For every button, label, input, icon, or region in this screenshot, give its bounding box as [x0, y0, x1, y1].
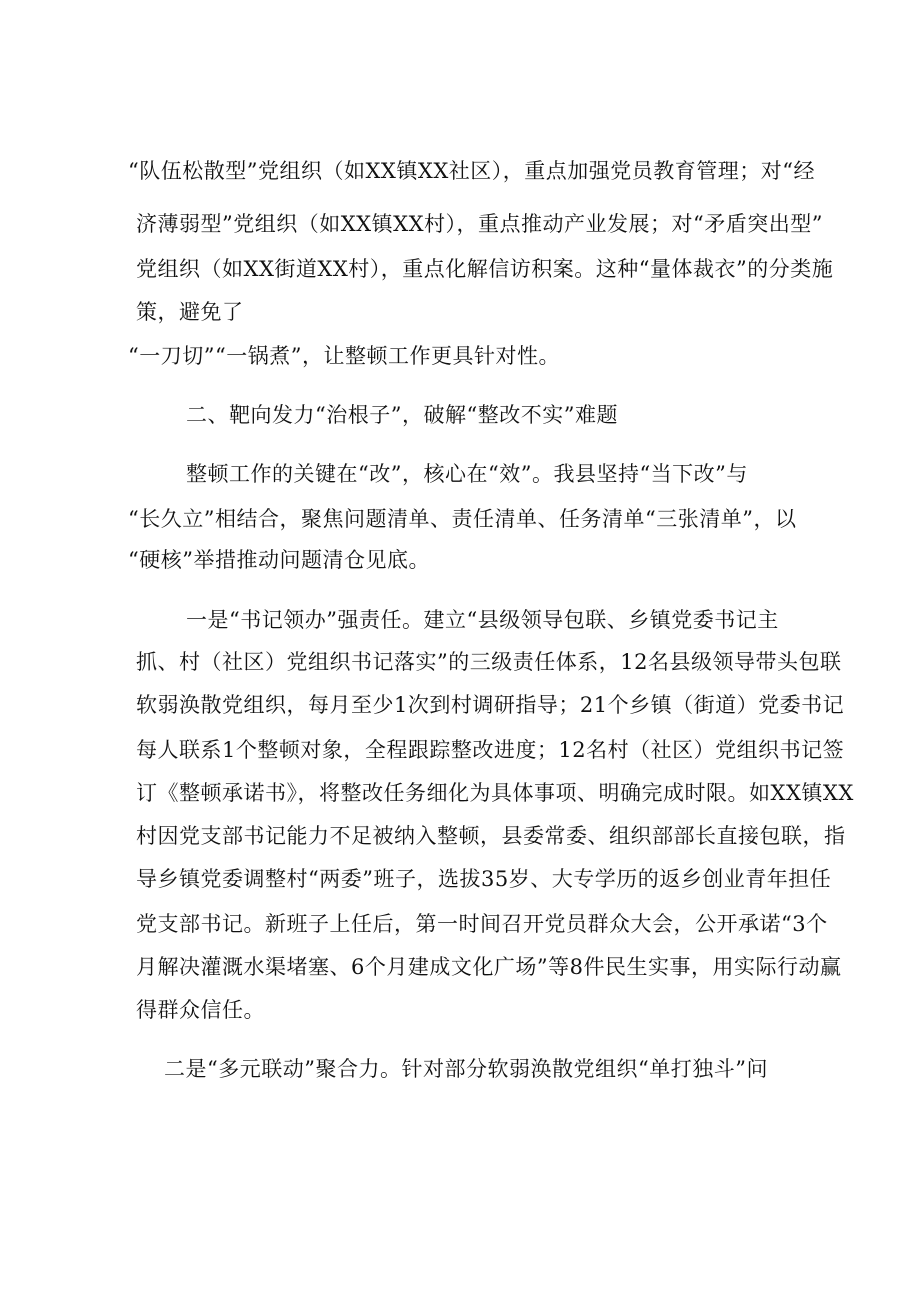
paragraph-3-line-1: 整顿工作的关键在“改”，核心在“效”。我县坚持“当下改”与 [186, 462, 748, 486]
paragraph-4-line-10: 得群众信任。 [136, 998, 265, 1022]
paragraph-4-line-4: 每人联系1个整顿对象，全程跟踪整改进度；12名村（社区）党组织书记签 [136, 738, 845, 762]
paragraph-1-line-1: “队伍松散型”党组织（如XX镇XX社区），重点加强党员教育管理；对“经 [128, 159, 816, 183]
paragraph-3-line-3: “硬核”举措推动问题清仓见底。 [128, 548, 430, 572]
paragraph-4-line-9: 月解决灌溉水渠堵塞、6个月建成文化广场”等8件民生实事，用实际行动赢 [136, 955, 842, 979]
paragraph-5-line-1: 二是“多元联动”聚合力。针对部分软弱涣散党组织“单打独斗”问 [164, 1057, 768, 1081]
paragraph-4-line-6: 村因党支部书记能力不足被纳入整顿，县委常委、组织部部长直接包联，指 [136, 824, 846, 848]
paragraph-4-line-2: 抓、村（社区）党组织书记落实”的三级责任体系，12名县级领导带头包联 [136, 650, 842, 674]
paragraph-1-line-4: 策，避免了 [136, 300, 244, 324]
paragraph-4-line-5: 订《整顿承诺书》，将整改任务细化为具体事项、明确完成时限。如XX镇XX [136, 781, 854, 805]
section-heading-2: 二、靶向发力“治根子”，破解“整改不实”难题 [186, 403, 618, 427]
paragraph-4-line-3: 软弱涣散党组织，每月至少1次到村调研指导；21个乡镇（街道）党委书记 [136, 693, 845, 717]
paragraph-4-line-7: 导乡镇党委调整村“两委”班子，选拔35岁、大专学历的返乡创业青年担任 [136, 867, 832, 891]
paragraph-1-line-2: 济薄弱型”党组织（如XX镇XX村），重点推动产业发展；对“矛盾突出型” [136, 212, 824, 236]
paragraph-2-line-1: “一刀切”“一锅煮”，让整顿工作更具针对性。 [128, 344, 560, 368]
paragraph-1-line-3: 党组织（如XX街道XX村），重点化解信访积案。这种“量体裁衣”的分类施 [136, 257, 834, 281]
paragraph-4-line-1: 一是“书记领办”强责任。建立“县级领导包联、乡镇党委书记主 [186, 608, 779, 632]
paragraph-3-line-2: “长久立”相结合，聚焦问题清单、责任清单、任务清单“三张清单”，以 [128, 507, 797, 531]
paragraph-4-line-8: 党支部书记。新班子上任后，第一时间召开党员群众大会，公开承诺“3个 [136, 912, 828, 936]
